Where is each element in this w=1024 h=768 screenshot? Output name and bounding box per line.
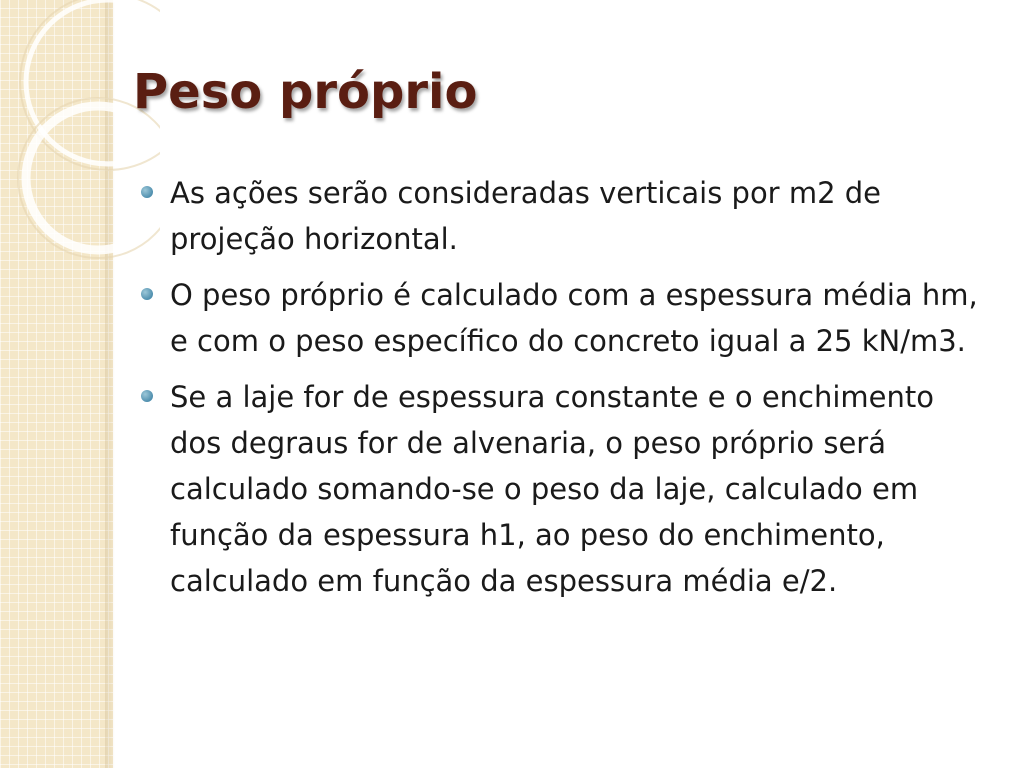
decorative-circles-icon xyxy=(0,0,160,260)
bullet-text: Se a laje for de espessura constante e o enchimento dos degraus for de alvenaria, o peso próprio será calculado somando-se o peso da laje, calculado em função da espessura h1, ao peso do enchimento, calculado em função da espessura média e/2. xyxy=(170,380,935,598)
bullet-item xyxy=(140,272,990,364)
bullet-text: O peso próprio é calculado com a espessura média hm, e com o peso específico do concreto igual a 25 kN/m3. xyxy=(170,278,978,358)
bullet-dot-icon xyxy=(141,288,153,300)
bullet-dot-icon xyxy=(141,186,153,198)
slide-title: Peso próprio xyxy=(133,64,478,120)
bullet-item xyxy=(140,374,990,604)
bullet-item xyxy=(140,170,990,262)
bullet-text: As ações serão consideradas verticais por m2 de projeção horizontal. xyxy=(170,176,881,256)
bullet-list xyxy=(140,170,990,614)
bullet-dot-icon xyxy=(141,390,153,402)
